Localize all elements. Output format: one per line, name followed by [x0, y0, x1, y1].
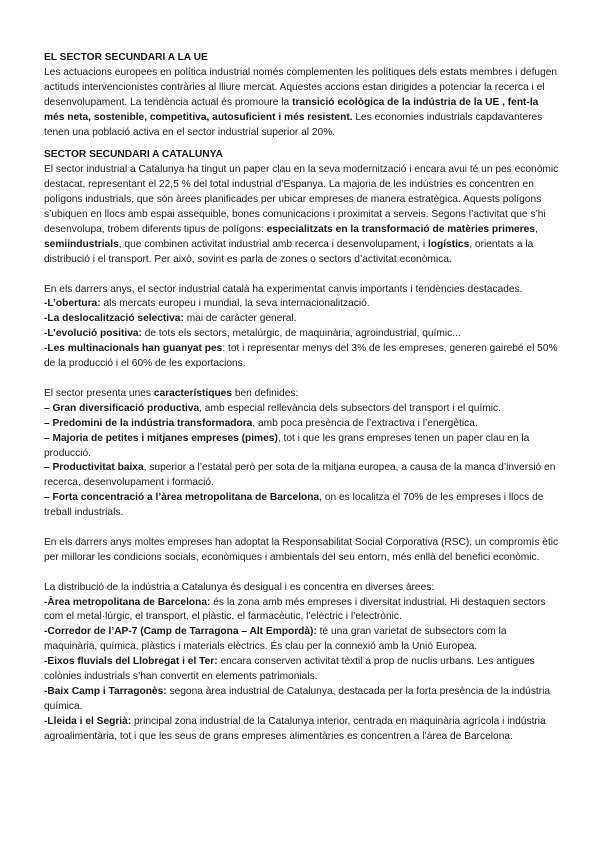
- section-catalunya: [44, 148, 560, 267]
- list-item: – Forta concentració a l’àrea metropolitana de Barcelona, on es localitza el 70% de les empreses i llocs de treball industrials.: [44, 492, 544, 519]
- list-item: -Les multinacionals han guanyat pes: tot i representar menys del 3% de les empreses, generen gairebé el 50% de la producció i el 60% de les exportacions.: [44, 343, 558, 370]
- section-eu-paragraph: Les actuacions europees en política industrial només complementen les polítiques dels estats membres i defugen actituds intervencionistes contràries al lliure mercat. Aquestes accions estan dirigides a potenciar la recerca i el desenvolupament. La tendència actual és promoure la transició ecològica de la indústria de la UE , fent-la més neta, sostenible, competitiva, autosuficient i més resistent. Les economies industrials capdavanteres tenen una població activa en el sector industrial superior al 20%.: [44, 66, 558, 138]
- list-item: -Àrea metropolitana de Barcelona: és la zona amb més empreses i diversitat industrial. Hi destaquen sectors com el metal·lúrgic, el transport, el plàstic, el farmacèutic, l’elèctric i l’electrònic.: [44, 596, 546, 623]
- section-areas: [44, 581, 560, 745]
- list-item: -L’obertura: als mercats europeu i mundial, la seva internacionalització.: [44, 298, 370, 310]
- section-catalunya-paragraph: El sector industrial a Catalunya ha tingut un paper clau en la seva modernització i encara avui té un pes econòmic destacat, representant el 22,5 % del total industrial d’Espanya. La majoria de les indústries es concentren en polígons industrials, que són àrees planificades per ubicar empreses de manera estratègica. Aquests polígons s’ubiquen en llocs amb espai assequible, bones comunicacions i proximitat a serveis. Segons l’activitat que s’hi desenvolupa, trobem diferents tipus de polígons: especialitzats en la transformació de matèries primeres, semiindustrials, que combinen activitat industrial amb recerca i desenvolupament, i logístics, orientats a la distribució i el transport. Per això, sovint es parla de zones o sectors d’activitat econòmica.: [44, 164, 559, 265]
- list-item: -L’evolució positiva: de tots els sectors, metalúrgic, de maquinària, agroindustrial, químic...: [44, 328, 461, 340]
- section-catalunya-title: SECTOR SECUNDARI A CATALUNYA: [44, 149, 223, 161]
- section-rsc: [44, 536, 560, 566]
- list-item: -La deslocalització selectiva: mai de caràcter general.: [44, 313, 297, 325]
- list-item: – Majoria de petites i mitjanes empreses (pimes), tot i que les grans empreses tenen un paper clau en la producció.: [44, 432, 530, 459]
- list-item: – Productivitat baixa, superior a l’estatal però per sota de la mitjana europea, a causa de la manca d’inversió en recerca, desenvolupament i formació.: [44, 462, 556, 489]
- list-item: -Baix Camp i Tarragonès: segona àrea industrial de Catalunya, destacada per la forta presència de la indústria química.: [44, 686, 551, 712]
- section-traits: [44, 387, 560, 521]
- rsc-paragraph: En els darrers anys moltes empreses han adoptat la Responsabilitat Social Corporativa (RSC), un compromís ètic per millorar les condicions socials, econòmiques i ambientals del seu entorn, més enllà del benefici econòmic.: [44, 536, 559, 563]
- eu-highlight: transició ecològica de la indústria de la UE , fent-la més neta, sostenible, competitiva, autosuficient i més resistent.: [44, 96, 539, 123]
- list-item: -Lleida i el Segrià: principal zona industrial de la Catalunya interior, centrada en maquinària agrícola i indústria agroalimentària, tot i que les seus de grans empreses alimentàries es concentren a l’àrea de Barcelona.: [44, 715, 546, 742]
- list-item: – Gran diversificació productiva, amb especial rellevància dels subsectors del transport i el químic.: [44, 402, 501, 414]
- section-eu-title: EL SECTOR SECUNDARI A LA UE: [44, 52, 208, 63]
- list-item: -Eixos fluvials del Llobregat i el Ter: encara conserven activitat tèxtil a prop de nuclis urbans. Les antigues colònies industrials s’han convertit en elements patrimonials.: [44, 656, 535, 683]
- list-item: – Predomini de la indústria transformadora, amb poca presència de l’extractiva i l’energètica.: [44, 417, 478, 429]
- section-changes: [44, 283, 560, 372]
- areas-intro: La distribució de la indústria a Catalunya és desigual i es concentra en diverses àrees:: [44, 581, 435, 593]
- list-item: -Corredor de l’AP-7 (Camp de Tarragona – Alt Empordà): té una gran varietat de subsectors com la maquinària, química, plàstics i materials elèctrics. És clau per la connexió amb la Unió Europea.: [44, 626, 507, 653]
- changes-intro: En els darrers anys, el sector industrial català ha experimentat canvis importants i tendències destacades.: [44, 283, 523, 295]
- traits-intro: El sector presenta unes característiques ben definides:: [44, 387, 299, 399]
- section-eu: [44, 51, 560, 140]
